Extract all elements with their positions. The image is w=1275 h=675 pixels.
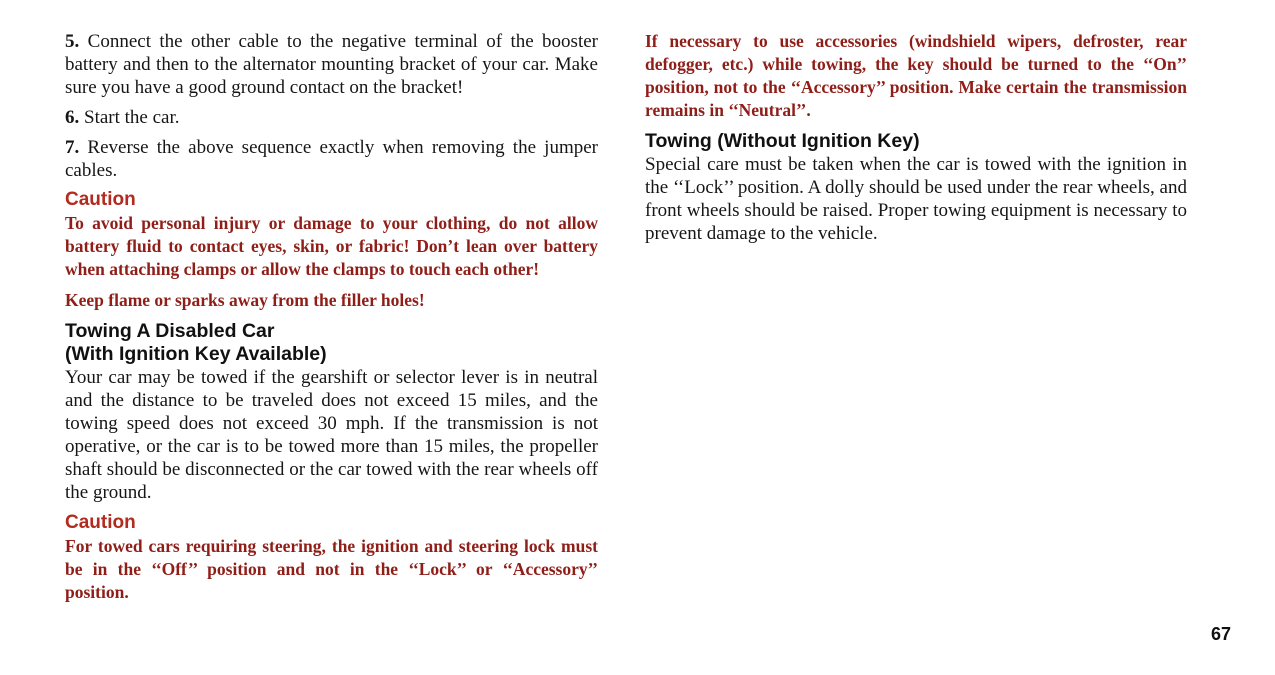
page-number: 67 <box>1211 624 1232 644</box>
towing-without-key-heading: Towing (Without Ignition Key) <box>645 130 920 152</box>
step-7-number: 7. <box>65 137 80 158</box>
towing-heading-line1: Towing A Disabled Car <box>65 320 275 342</box>
right-column <box>645 30 1187 245</box>
towing-heading-line2: (With Ignition Key Available) <box>65 343 327 365</box>
step-5 <box>65 30 598 99</box>
step-6-text: Start the car. <box>79 107 180 128</box>
step-5-text: Connect the other cable to the negative terminal of the booster battery and then to the alternator mounting bracket of your car. Make sure you have a good ground contact on the bracket! <box>65 31 598 98</box>
step-5-number: 5. <box>65 31 80 52</box>
caution-text-flame: Keep flame or sparks away from the filler holes! <box>65 290 425 310</box>
caution-text-battery: To avoid personal injury or damage to your clothing, do not allow battery fluid to contact eyes, skin, or fabric! Don’t lean over battery when attaching clamps or allow the clamps to touch each other! <box>65 213 598 279</box>
step-6 <box>65 106 598 129</box>
accessory-caution-text: If necessary to use accessories (windshield wipers, defroster, rear defogger, etc.) while towing, the key should be turned to the ‘‘On’’ position, not to the ‘‘Accessory’’ position. Make certain the transmission remains in ‘‘Neutral’’. <box>645 31 1187 120</box>
step-6-number: 6. <box>65 107 80 128</box>
towing-text: Your car may be towed if the gearshift or selector lever is in neutral and the distance to be traveled does not exceed 15 miles, and the towing speed does not exceed 30 mph. If the transmission is not operative, or the car is to be towed more than 15 miles, the propeller shaft should be disconnected or the car towed with the rear wheels off the ground. <box>65 367 598 503</box>
step-7-text: Reverse the above sequence exactly when removing the jumper cables. <box>65 137 598 181</box>
towing-without-key-text: Special care must be taken when the car is towed with the ignition in the ‘‘Lock’’ position. A dolly should be used under the rear wheels, and front wheels should be raised. Proper towing equipment is necessary to prevent damage to the vehicle. <box>645 154 1187 244</box>
caution-heading-battery: Caution <box>65 189 136 210</box>
step-7 <box>65 136 598 182</box>
left-column <box>65 30 598 604</box>
caution-text-steering: For towed cars requiring steering, the ignition and steering lock must be in the ‘‘Off’’ position and not in the ‘‘Lock’’ or ‘‘Accessory’’ position. <box>65 536 598 602</box>
caution-heading-steering: Caution <box>65 512 136 533</box>
